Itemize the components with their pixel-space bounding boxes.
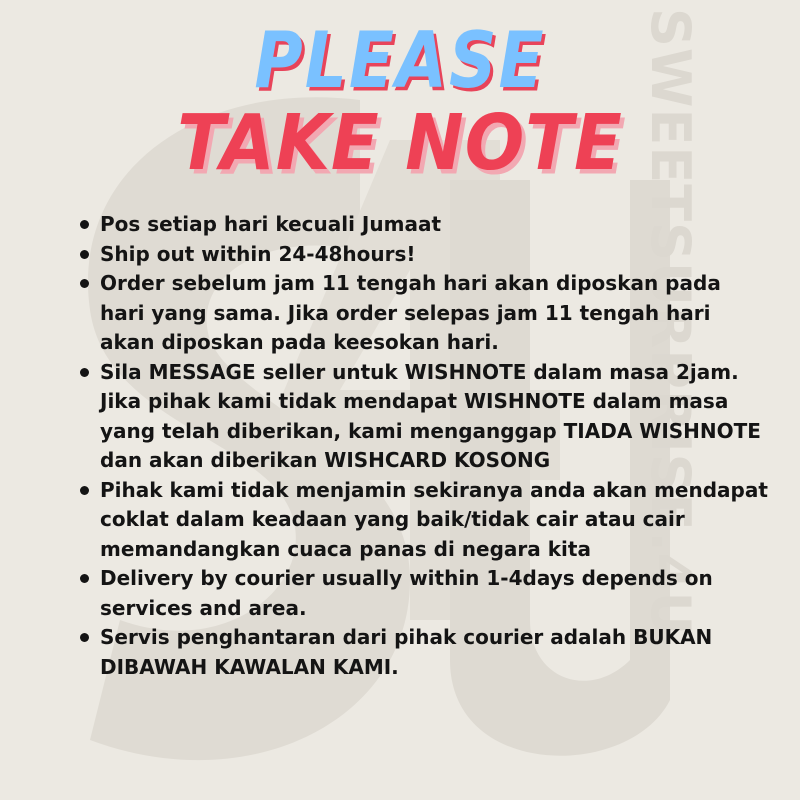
notes-list [78,210,770,682]
headline [0,14,800,188]
list-item [100,210,770,240]
note-text: Pihak kami tidak menjamin sekiranya anda akan mendapat coklat dalam keadaan yang baik/tidak cair atau cair memandangkan cuaca panas di negara kita [100,477,768,561]
note-text: Pos setiap hari kecuali Jumaat [100,212,442,236]
bullet-icon [80,633,89,642]
list-item [100,358,770,476]
watermark-text-label: SWEETSURPRISE.4U [639,8,702,637]
note-text: Ship out within 24-48hours! [100,241,416,266]
list-item [100,476,770,565]
list-item [100,564,770,623]
list-item [100,240,770,270]
bullet-icon [80,486,89,495]
headline-take-note: TAKE NOTE [177,97,623,188]
bullet-icon [80,574,89,583]
bullet-icon [80,368,89,377]
list-item [100,623,770,682]
bullet-icon [80,279,89,288]
headline-please: PLEASE [254,14,546,106]
list-item [100,269,770,358]
bullet-icon [80,220,89,229]
note-text: Order sebelum jam 11 tengah hari akan diposkan pada hari yang sama. Jika order selepas jam 11 tengah hari akan diposkan pada keesokan hari. [100,271,721,354]
bullet-icon [80,250,89,259]
note-text: Servis penghantaran dari pihak courier adalah BUKAN DIBAWAH KAWALAN KAMI. [100,625,713,679]
note-text: Sila MESSAGE seller untuk WISHNOTE dalam masa 2jam. Jika pihak kami tidak mendapat WISHNOTE dalam masa yang telah diberikan, kami menganggap TIADA WISHNOTE dan akan diberikan WISHCARD KOSONG [100,359,761,472]
note-text: Delivery by courier usually within 1-4days depends on services and area. [100,566,713,620]
